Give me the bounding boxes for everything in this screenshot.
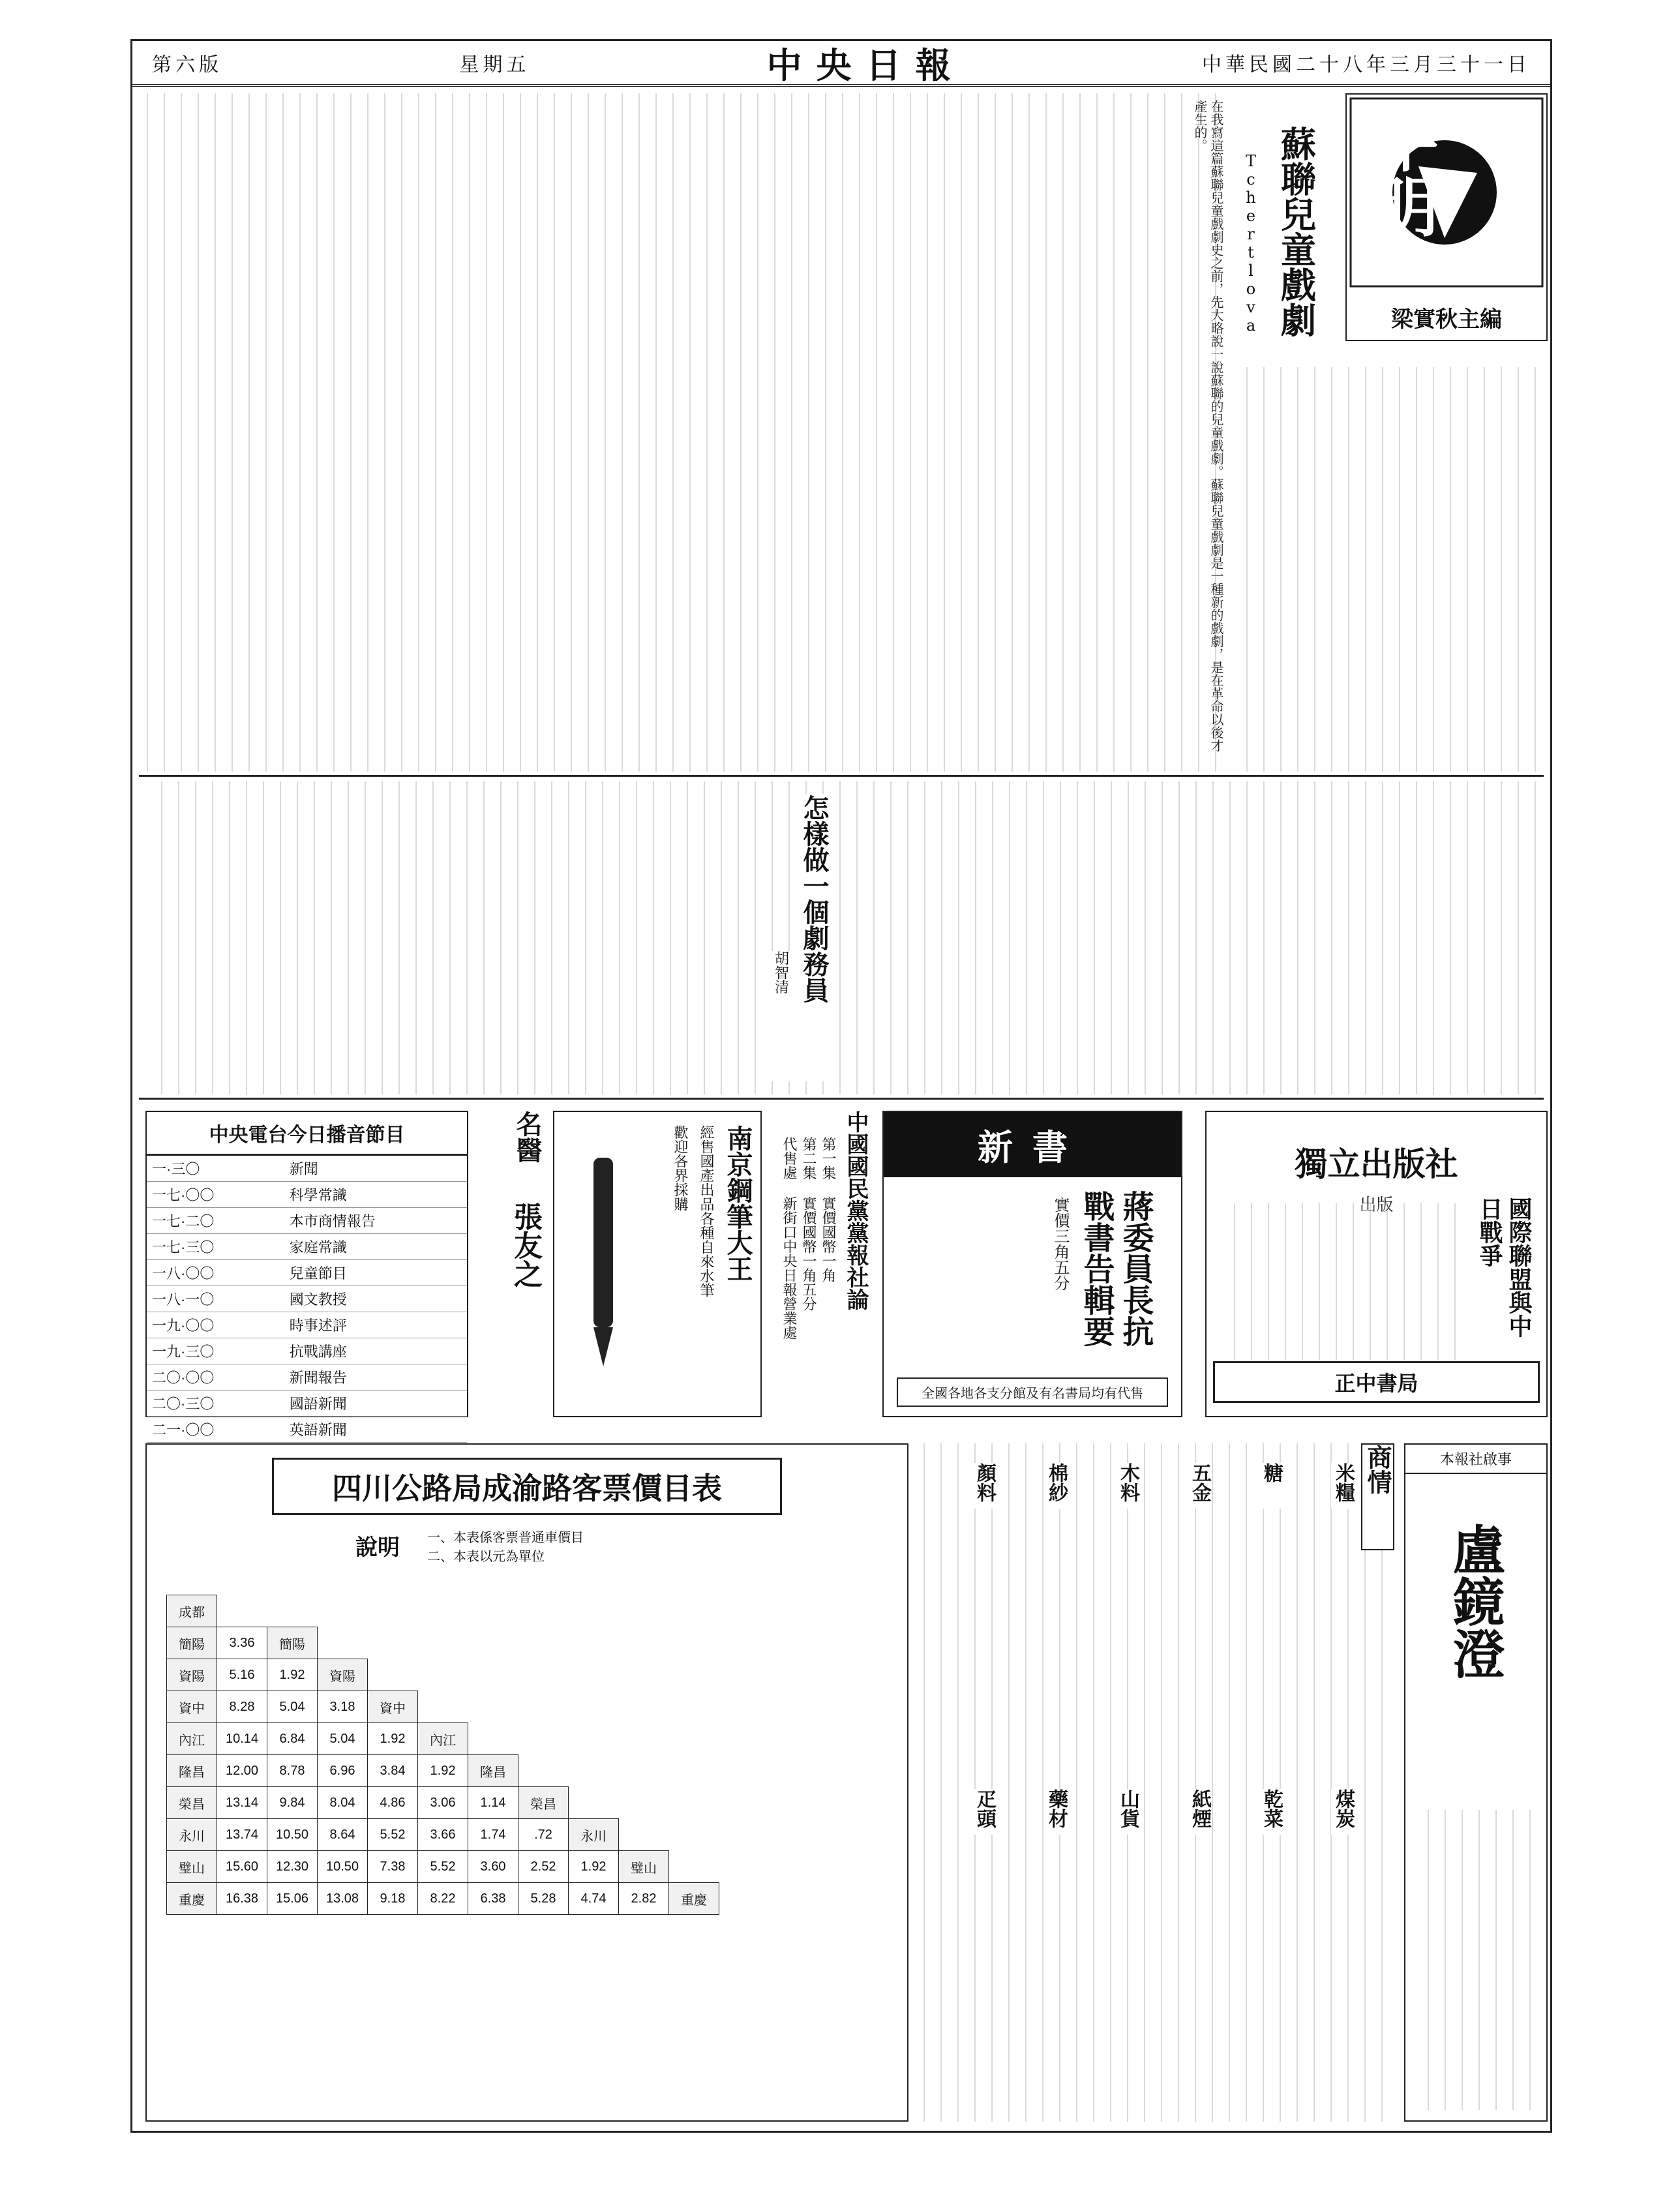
party-title: 中國國民黨黨報社論	[843, 1111, 869, 1310]
fare-cell: 8.78	[267, 1755, 318, 1787]
radio-time: 二一·〇〇	[147, 1417, 284, 1443]
radio-program: 國文教授	[284, 1286, 467, 1312]
radio-time: 一八·〇〇	[147, 1260, 284, 1286]
radio-row	[147, 1364, 467, 1391]
fare-cell: 5.04	[267, 1691, 318, 1723]
weekday: 星期五	[459, 53, 530, 76]
radio-row	[147, 1312, 467, 1338]
fare-cell: 5.16	[217, 1659, 267, 1691]
fare-cell: 3.84	[368, 1755, 418, 1787]
fare-cell: 1.92	[569, 1851, 619, 1883]
fare-cell: 13.74	[217, 1819, 267, 1851]
fare-cell: 4.86	[368, 1787, 418, 1819]
party-series2: 第二集 實價國幣一角五分	[800, 1137, 817, 1311]
radio-time: 二〇·三〇	[147, 1391, 284, 1417]
radio-row	[147, 1417, 467, 1443]
ad-new-book	[882, 1111, 1182, 1417]
radio-time: 二〇·〇〇	[147, 1364, 284, 1391]
fare-row	[167, 1819, 719, 1851]
fare-cell: 5.28	[518, 1883, 569, 1915]
fare-station-diag: 資陽	[318, 1659, 368, 1691]
fare-cell: 10.14	[217, 1723, 267, 1755]
newbook-price: 實價三角五分	[1051, 1197, 1070, 1291]
radio-program: 科學常識	[284, 1182, 467, 1208]
fare-cell: 3.60	[468, 1851, 518, 1883]
fare-station: 永川	[167, 1819, 217, 1851]
fare-cell: 2.82	[619, 1883, 669, 1915]
pen-products: 經售國產出品各種自來水筆	[698, 1125, 714, 1297]
fare-row	[167, 1627, 719, 1659]
fare-station: 內江	[167, 1723, 217, 1755]
radio-row	[147, 1234, 467, 1260]
fare-notes	[427, 1527, 584, 1565]
fare-cell: 16.38	[217, 1883, 267, 1915]
fare-cell: 12.00	[217, 1755, 267, 1787]
fare-station: 榮昌	[167, 1787, 217, 1819]
publisher-agent: 正中書局	[1213, 1361, 1540, 1403]
doctor-title: 名醫	[512, 1111, 543, 1163]
article2-title: 怎樣做一個劇務員	[798, 794, 830, 1081]
article-lead-text: 在我寫這篇蘇聯兒童戲劇史之前，先大略說一說蘇聯的兒童戲劇。蘇聯兒童戲劇是一種新的戲劇，是在革命以後才產生的。	[1192, 100, 1224, 752]
fare-cell: 13.08	[318, 1883, 368, 1915]
ads-divider	[139, 1098, 1544, 1100]
article-body-upper	[145, 93, 1228, 772]
fare-cell: 5.04	[318, 1723, 368, 1755]
article-author: Tchertlova	[1242, 152, 1260, 335]
radio-time: 一·三〇	[147, 1156, 284, 1182]
article-body-right	[1235, 367, 1548, 772]
radio-time: 一八·一〇	[147, 1286, 284, 1312]
fare-cell: .72	[518, 1819, 569, 1851]
newspaper-page	[130, 39, 1552, 2133]
newbook-banner: 新書	[884, 1112, 1181, 1177]
market-category: 棉紗	[1044, 1463, 1069, 1509]
paper-name: 中央日報	[766, 44, 965, 86]
fare-station-diag: 璧山	[619, 1851, 669, 1883]
fare-station: 資中	[167, 1691, 217, 1723]
fare-note-1: 一、本表係客票普通車價目	[427, 1529, 584, 1545]
fare-cell: 9.18	[368, 1883, 418, 1915]
radio-row	[147, 1260, 467, 1286]
publisher-tagline: 出版	[1359, 1196, 1394, 1215]
pen-icon	[567, 1151, 646, 1373]
page-number: 第六版	[152, 53, 222, 76]
market-category: 米糧	[1331, 1463, 1356, 1509]
radio-row	[147, 1338, 467, 1364]
fare-cell: 9.84	[267, 1787, 318, 1819]
fare-cell: 12.30	[267, 1851, 318, 1883]
radio-schedule	[145, 1111, 468, 1439]
fare-note-label: 說明	[355, 1535, 400, 1561]
radio-program: 新聞	[284, 1156, 467, 1182]
radio-row	[147, 1286, 467, 1312]
fare-station: 隆昌	[167, 1755, 217, 1787]
market-category: 顏料	[972, 1463, 997, 1509]
market-category: 木料	[1116, 1463, 1141, 1509]
newbook-footer: 全國各地各支分館及有名書局均有代售	[897, 1377, 1168, 1407]
fare-station-diag: 資中	[368, 1691, 418, 1723]
fare-station-diag: 榮昌	[518, 1787, 569, 1819]
fare-row	[167, 1851, 719, 1883]
pingming-editor: 梁實秋主編	[1391, 307, 1502, 333]
fare-cell: 3.06	[418, 1787, 468, 1819]
radio-time: 一九·三〇	[147, 1338, 284, 1364]
fare-cell: 8.28	[217, 1691, 267, 1723]
market-category: 山貨	[1116, 1789, 1141, 1835]
fare-cell: 15.60	[217, 1851, 267, 1883]
market-prices	[918, 1443, 1394, 2122]
pen-welcome: 歡迎各界採購	[672, 1125, 688, 1211]
party-agent: 代售處 新街口中央日報營業處	[781, 1137, 797, 1340]
fare-station-diag: 重慶	[669, 1883, 719, 1915]
fare-cell: 5.52	[368, 1819, 418, 1851]
mirror-title: 盧鏡澄	[1444, 1523, 1505, 1679]
fare-row	[167, 1755, 719, 1787]
market-category: 糖	[1259, 1463, 1284, 1509]
fare-cell: 1.92	[267, 1659, 318, 1691]
radio-program: 新聞報告	[284, 1364, 467, 1391]
radio-title: 中央電台今日播音節目	[147, 1112, 467, 1156]
ad-party-editorial	[772, 1111, 869, 1417]
fare-cell: 8.04	[318, 1787, 368, 1819]
ad-doctor	[478, 1111, 543, 1417]
radio-time: 一九·〇〇	[147, 1312, 284, 1338]
pingming-logo	[1345, 93, 1548, 341]
fare-cell: 3.66	[418, 1819, 468, 1851]
fare-cell: 1.92	[368, 1723, 418, 1755]
ad-pen	[553, 1111, 762, 1417]
issue-date: 中華民國二十八年三月三十一日	[1201, 53, 1531, 76]
doctor-name: 張友之	[509, 1202, 542, 1288]
market-category: 煤炭	[1331, 1789, 1356, 1835]
radio-program: 抗戰講座	[284, 1338, 467, 1364]
radio-program: 兒童節目	[284, 1260, 467, 1286]
publisher-book: 國際聯盟與中日戰爭	[1476, 1197, 1533, 1338]
radio-time: 一七·三〇	[147, 1234, 284, 1260]
pingming-title: 平明	[1362, 108, 1439, 238]
radio-time: 一七·〇〇	[147, 1182, 284, 1208]
fare-station: 成都	[167, 1595, 217, 1627]
fare-cell: 8.22	[418, 1883, 468, 1915]
radio-program: 家庭常識	[284, 1234, 467, 1260]
fare-cell: 6.96	[318, 1755, 368, 1787]
radio-row	[147, 1208, 467, 1234]
mirror-label: 本報社啟事	[1405, 1445, 1546, 1474]
masthead	[132, 41, 1550, 87]
section-divider	[139, 775, 1544, 777]
fare-cell: 4.74	[569, 1883, 619, 1915]
market-category: 藥材	[1044, 1789, 1069, 1835]
fare-row	[167, 1691, 719, 1723]
radio-row	[147, 1182, 467, 1208]
fare-cell: 6.84	[267, 1723, 318, 1755]
ad-independent-publisher	[1205, 1111, 1548, 1417]
fare-row	[167, 1595, 719, 1627]
radio-row	[147, 1156, 467, 1182]
radio-program: 英語新聞	[284, 1417, 467, 1443]
article2-body	[145, 781, 1548, 1094]
radio-program: 時事述評	[284, 1312, 467, 1338]
fare-station-diag: 內江	[418, 1723, 468, 1755]
fare-cell: 6.38	[468, 1883, 518, 1915]
fare-cell: 8.64	[318, 1819, 368, 1851]
publisher-name: 獨立出版社	[1295, 1145, 1458, 1183]
market-category: 疋頭	[972, 1789, 997, 1835]
fare-station-diag: 永川	[569, 1819, 619, 1851]
fare-row	[167, 1723, 719, 1755]
fare-title: 四川公路局成渝路客票價目表	[272, 1458, 782, 1515]
fare-cell: 3.18	[318, 1691, 368, 1723]
fare-cell: 15.06	[267, 1883, 318, 1915]
fare-cell: 13.14	[217, 1787, 267, 1819]
fare-cell: 7.38	[368, 1851, 418, 1883]
market-title: 商情	[1361, 1443, 1395, 1550]
radio-row	[147, 1391, 467, 1417]
newbook-title: 蔣委員長抗戰書告輯要	[1078, 1190, 1154, 1347]
fare-station-diag: 隆昌	[468, 1755, 518, 1787]
radio-time: 一七·二〇	[147, 1208, 284, 1234]
fare-cell: 1.92	[418, 1755, 468, 1787]
fare-cell: 10.50	[267, 1819, 318, 1851]
party-series1: 第一集 實價國幣一角	[820, 1137, 836, 1282]
fare-station: 資陽	[167, 1659, 217, 1691]
article2-author: 胡智清	[772, 951, 790, 1081]
fare-row	[167, 1659, 719, 1691]
fare-cell: 3.36	[217, 1627, 267, 1659]
fare-cell: 1.14	[468, 1787, 518, 1819]
article-title: 蘇聯兒童戲劇	[1275, 126, 1317, 337]
fare-row	[167, 1883, 719, 1915]
fare-cell: 5.52	[418, 1851, 468, 1883]
fare-cell: 10.50	[318, 1851, 368, 1883]
ad-mirror	[1404, 1443, 1548, 2122]
radio-program: 國語新聞	[284, 1391, 467, 1417]
fare-matrix	[166, 1595, 719, 1915]
market-category: 乾菜	[1259, 1789, 1284, 1835]
fare-station: 重慶	[167, 1883, 217, 1915]
market-category: 紙煙	[1188, 1789, 1212, 1835]
fare-station: 簡陽	[167, 1627, 217, 1659]
pen-brand: 南京鋼筆大王	[723, 1125, 753, 1282]
fare-station: 璧山	[167, 1851, 217, 1883]
fare-row	[167, 1787, 719, 1819]
market-category: 五金	[1188, 1463, 1212, 1509]
fare-table-box	[145, 1443, 908, 2122]
radio-program: 本市商情報告	[284, 1208, 467, 1234]
fare-cell: 1.74	[468, 1819, 518, 1851]
fare-cell: 2.52	[518, 1851, 569, 1883]
fare-station-diag: 簡陽	[267, 1627, 318, 1659]
fare-note-2: 二、本表以元為單位	[427, 1548, 545, 1564]
